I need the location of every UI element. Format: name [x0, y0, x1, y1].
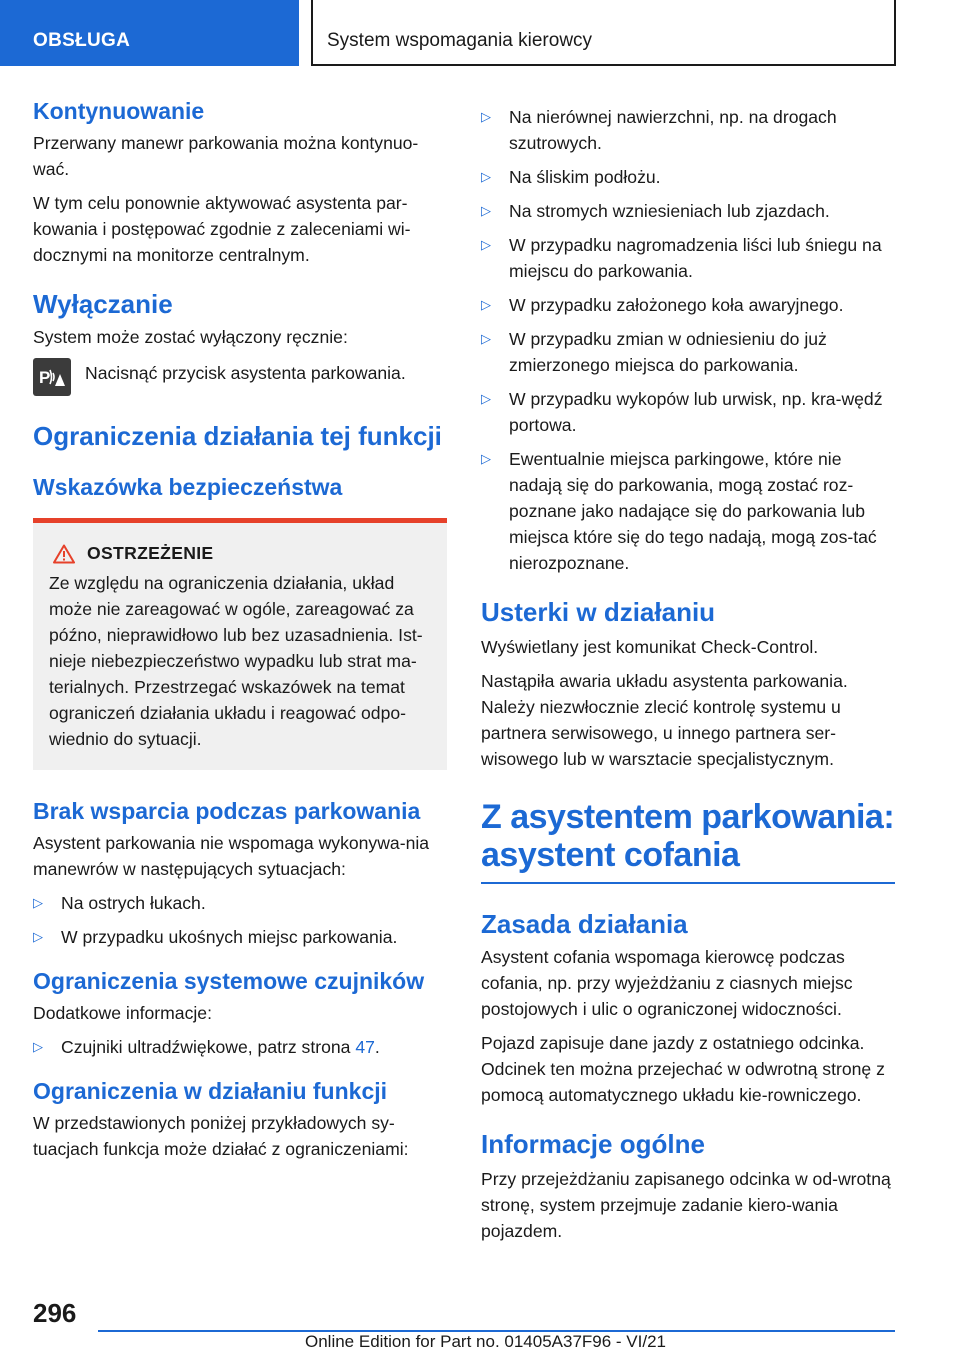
list-item: ▷ Czujniki ultradźwiękowe, patrz strona 47.: [33, 1034, 447, 1060]
heading-informacje: Informacje ogólne: [481, 1129, 705, 1159]
right-column: [481, 104, 895, 1252]
list-item: ▷ W przypadku nagromadzenia liści lub śniegu na miejscu do parkowania.: [481, 232, 895, 284]
bullet-arrow-icon: ▷: [33, 929, 43, 944]
paragraph: Asystent cofania wspomaga kierowcę podczas cofania, np. przy wyjeżdżaniu z ciasnych miejsc postojowych i ulic o ograniczonej widoczności.: [481, 947, 853, 1019]
paragraph: Pojazd zapisuje dane jazdy z ostatniego odcinka. Odcinek ten można przejechać w odwrotną stronę z pomocą automatycznego układu kie-rowniczego.: [481, 1033, 885, 1105]
bullet-arrow-icon: ▷: [481, 203, 491, 218]
paragraph: Przy przejeżdżaniu zapisanego odcinka w od-wrotną stronę, system przejmuje zadanie kiero-wania pojazdem.: [481, 1169, 891, 1241]
bullet-list: [481, 104, 895, 576]
list-item: ▷ W przypadku zmian w odniesieniu do już zmierzonego miejsca do parkowania.: [481, 326, 895, 378]
heading-funkcji: Ograniczenia w działaniu funkcji: [33, 1078, 388, 1104]
heading-usterki: Usterki w działaniu: [481, 597, 716, 627]
bullet-arrow-icon: ▷: [481, 331, 491, 346]
paragraph: Wyświetlany jest komunikat Check-Control.: [481, 637, 819, 657]
heading-kontynuowanie: Kontynuowanie: [33, 98, 205, 124]
edition-text: Online Edition for Part no. 01405A37F96 - VI/21: [305, 1332, 667, 1351]
heading-zasada: Zasada działania: [481, 909, 688, 939]
paragraph: W przedstawionych poniżej przykładowych sy-tuacjach funkcja może działać z ograniczeniami:: [33, 1113, 409, 1159]
section-tab: [0, 0, 299, 66]
list-item: ▷ Ewentualnie miejsca parkingowe, które nie nadają się do parkowania, mogą zostać roz-poznane jako nadające się do parkowania lub miejsca które się do tego nadają, mogą zos-tać nierozpoznane.: [481, 446, 895, 576]
warning-triangle-icon: [53, 544, 75, 564]
list-item: ▷ W przypadku ukośnych miejsc parkowania.: [33, 924, 447, 950]
list-item: ▷ W przypadku wykopów lub urwisk, np. kra-wędź portowa.: [481, 386, 895, 438]
bullet-arrow-icon: ▷: [33, 895, 43, 910]
warning-label: OSTRZEŻENIE: [87, 543, 214, 563]
bullet-arrow-icon: ▷: [481, 297, 491, 312]
bullet-arrow-icon: ▷: [481, 237, 491, 252]
bullet-arrow-icon: ▷: [481, 451, 491, 466]
svg-text:P: P: [39, 368, 51, 387]
title-rule: [481, 882, 895, 884]
bullet-arrow-icon: ▷: [481, 169, 491, 184]
chapter-label: System wspomagania kierowcy: [327, 30, 593, 51]
paragraph: Nastąpiła awaria układu asystenta parkowania. Należy niezwłocznie zlecić kontrolę systemu u partnera serwisowego, u innego partnera ser-wisowego lub w warsztacie specjalistycznym.: [481, 671, 848, 769]
main-title-line-2: asystent cofania: [481, 836, 740, 874]
heading-brak: Brak wsparcia podczas parkowania: [33, 798, 421, 824]
parking-assistant-button-icon: [33, 358, 71, 396]
warning-box: [33, 518, 447, 770]
paragraph: Asystent parkowania nie wspomaga wykonywa-nia manewrów w następujących sytuacjach:: [33, 833, 430, 879]
heading-wskazowka: Wskazówka bezpieczeństwa: [33, 474, 343, 500]
left-column: [33, 96, 447, 1170]
main-title: [481, 798, 895, 874]
paragraph: Przerwany manewr parkowania można kontynuo-wać.: [33, 133, 419, 179]
bullet-arrow-icon: ▷: [481, 391, 491, 406]
paragraph: System może zostać wyłączony ręcznie:: [33, 327, 348, 347]
instruction-text: Nacisnąć przycisk asystenta parkowania.: [85, 363, 406, 383]
list-item: ▷ Na nierównej nawierzchni, np. na drogach szutrowych.: [481, 104, 895, 156]
bullet-arrow-icon: ▷: [481, 109, 491, 124]
heading-czujniki: Ograniczenia systemowe czujników: [33, 968, 425, 994]
section-label: OBSŁUGA: [33, 30, 131, 51]
page-header: [0, 0, 960, 66]
page-link[interactable]: 47: [355, 1037, 375, 1057]
bullet-list: [33, 1034, 447, 1060]
chapter-box: [311, 0, 896, 66]
paragraph: W tym celu ponownie aktywować asystenta par-kowania i postępować zgodnie z zaleceniami wi-docznymi na monitorze centralnym.: [33, 193, 411, 265]
warning-text: Ze względu na ograniczenia działania, układ może nie zareagować w ogóle, zareagować za późno, nieprawidłowo lub bez uzasadnienia. Ist-nieje niebezpieczeństwo wypadku lub strat ma-terialnych. Przestrzegać wskazówek na temat ograniczeń działania układu i reagować odpo-wiednio do sytuacji.: [49, 573, 423, 749]
heading-wylaczanie: Wyłączanie: [33, 289, 173, 319]
paragraph: Dodatkowe informacje:: [33, 1003, 212, 1023]
page-number: 296: [33, 1298, 77, 1328]
bullet-list: [33, 890, 447, 950]
heading-ograniczenia: Ograniczenia działania tej funkcji: [33, 421, 442, 451]
main-title-line-1: Z asystentem parkowania:: [481, 798, 895, 836]
list-item: ▷ Na ostrych łukach.: [33, 890, 447, 916]
button-instruction: [33, 358, 447, 396]
list-item: ▷ Na śliskim podłożu.: [481, 164, 895, 190]
list-item: ▷ W przypadku założonego koła awaryjnego.: [481, 292, 895, 318]
bullet-arrow-icon: ▷: [33, 1039, 43, 1054]
warning-header: [49, 543, 431, 564]
list-item: ▷ Na stromych wzniesieniach lub zjazdach.: [481, 198, 895, 224]
